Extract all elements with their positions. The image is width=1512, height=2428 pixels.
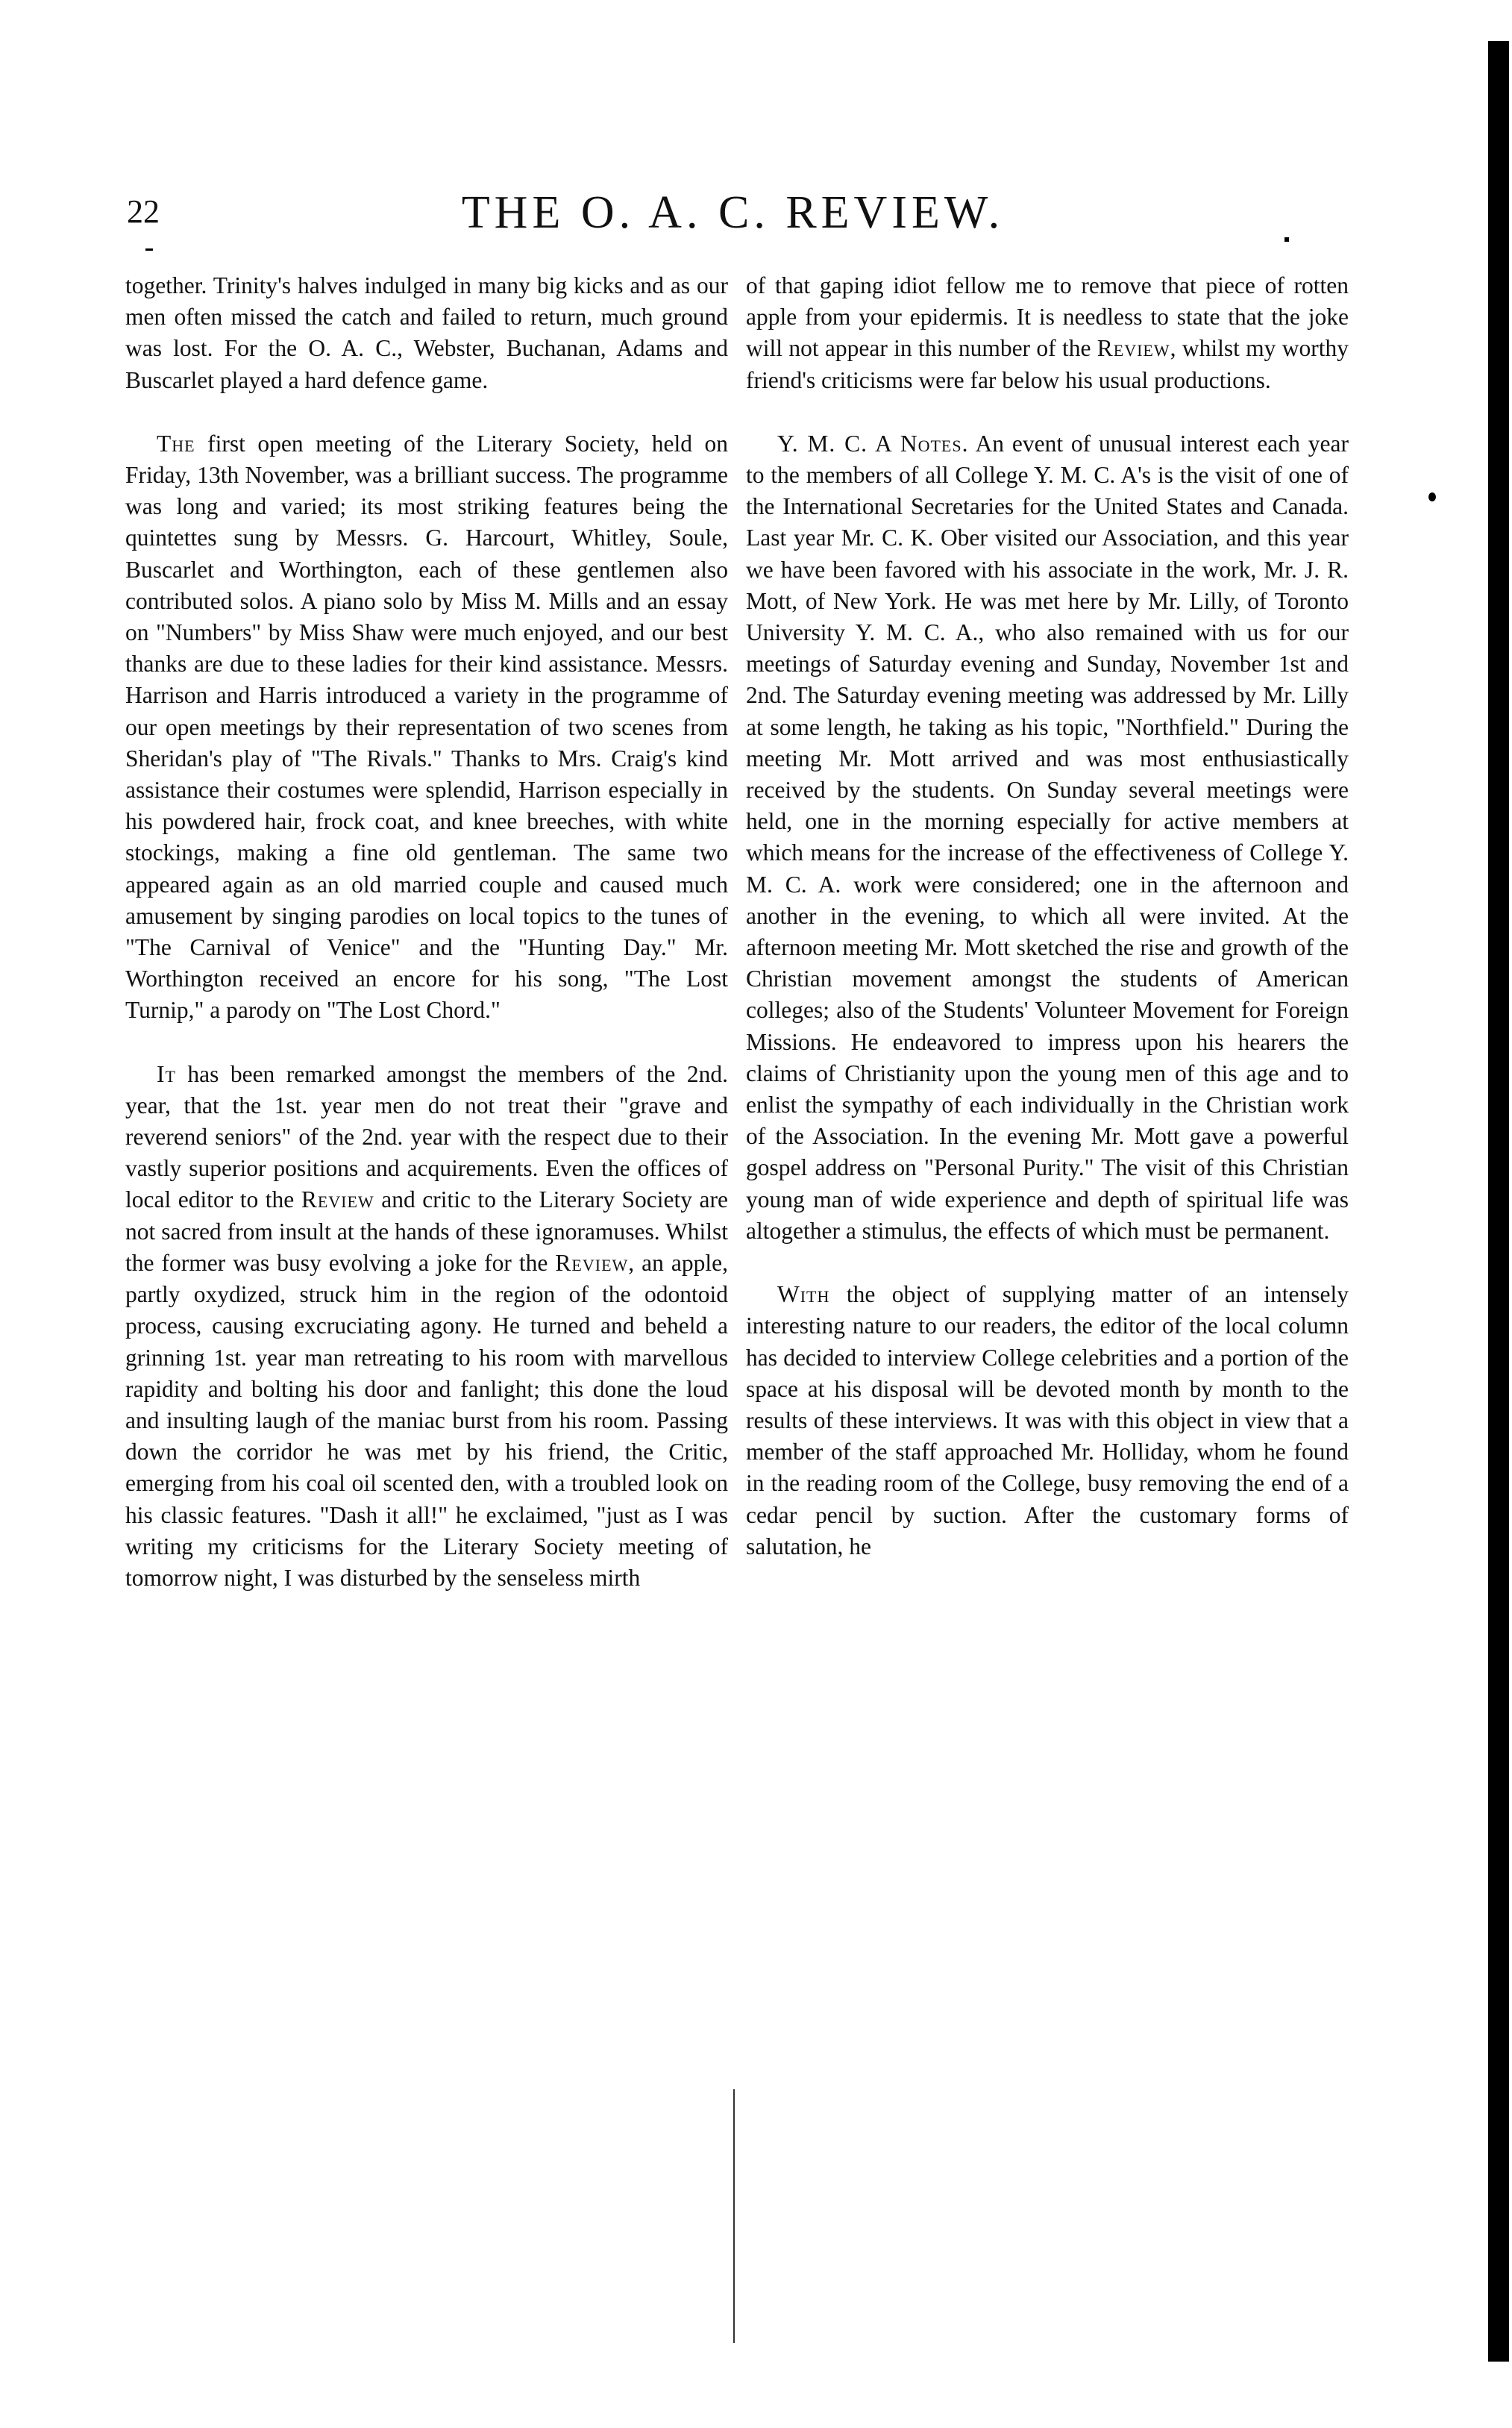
paragraph-lead: Y. M. C. A Notes. [777, 430, 969, 457]
paragraph-text: , whilst my worthy friend's criticisms were far below his usual productions. [746, 335, 1349, 393]
review-name: Review [1097, 335, 1170, 362]
column-divider [733, 2089, 735, 2343]
paragraph-text: , an apple, partly oxydized, struck him in the region of the odontoid process, causing excruciating agony. He turned and beheld a grinning 1st. year man retreating to his room with marvellous rapidity and bolting his door and fanlight; this done the loud and insulting laugh of the maniac burst from his room. Passing down the corridor he was met by his friend, the Critic, emerging from his coal oil scented den, with a troubled look on his classic features. "Dash it all!" he exclaimed, "just as I was writing my criticisms for the Literary Society meeting of tomorrow night, I was disturbed by the senseless mirth [125, 1249, 729, 1591]
paragraph-text: first open meeting of the Literary Society, held on Friday, 13th November, was a brilliant success. The programme was long and varied; its most striking features being the quintettes sung by Messrs. G. Harcourt, Whitley, Soule, Buscarlet and Worthington, each of these gentlemen also contributed solos. A piano solo by Miss M. Mills and an essay on "Numbers" by Miss Shaw were much enjoyed, and our best thanks are due to these ladies for their kind assistance. Messrs. Harrison and Harris introduced a variety in the programme of our open meetings by their representation of two scenes from Sheridan's play of "The Rivals." Thanks to Mrs. Craig's kind assistance their costumes were splendid, Harrison especially in his powdered hair, frock coat, and knee breeches, with white stockings, making a fine old gentleman. The same two appeared again as an old married couple and caused much amusement by singing parodies on local topics to the tunes of "The Carnival of Venice" and the "Hunting Day." Mr. Worthington received an encore for his song, "The Lost Turnip," a parody on "The Lost Chord." [125, 430, 728, 1024]
paragraph-text: together. Trinity's halves indulged in many big kicks and as our men often missed the catch and failed to return, much ground was lost. For the O. A. C., Webster, Buchanan, Adams and Buscarlet played a hard defence game. [125, 272, 728, 393]
paragraph-lead: The [157, 430, 195, 457]
paragraph-lead: With [777, 1281, 830, 1308]
right-column [746, 270, 1349, 1562]
paragraph-football-cont [125, 270, 728, 396]
review-name: Review [301, 1186, 374, 1213]
paragraph-literary-society [125, 428, 728, 1027]
paragraph-text: the object of supplying matter of an intensely interesting nature to our readers, the editor of the local column has decided to interview College celebrities and a portion of the space at his disposal will be devoted month by month to the results of these interviews. It was with this object in view that a member of the staff approached Mr. Holliday, whom he found in the reading room of the College, busy removing the end of a cedar pencil by suction. After the customary forms of salutation, he [746, 1281, 1349, 1559]
stray-mark [145, 248, 153, 251]
paragraph-text: and critic to the Literary Society are not sacred from insult at the hands of these ignoramuses. Whilst the former was busy evolving a joke for the [125, 1186, 728, 1276]
page-edge-rule [1488, 41, 1509, 2362]
left-column [125, 270, 728, 1594]
paragraph-ymca-notes [746, 428, 1349, 1247]
paragraph-first-year-men [125, 1059, 728, 1594]
page-number: 22 [127, 193, 160, 230]
paragraph-text: of that gaping idiot fellow me to remove that piece of rotten apple from your epidermis. It is needless to state that the joke will not appear in this number of the [746, 272, 1349, 362]
stray-mark [1284, 237, 1289, 242]
journal-title: THE O. A. C. REVIEW. [461, 187, 1005, 238]
page-header [127, 187, 1339, 239]
paragraph-text: An event of unusual interest each year to the members of all College Y. M. C. A's is the visit of one of the International Secretaries for the United States and Canada. Last year Mr. C. K. Ober visited our Association, and this year we have been favored with his associate in the work, Mr. J. R. Mott, of New York. He was met here by Mr. Lilly, of Toronto University Y. M. C. A., who also remained with us for our meetings of Saturday evening and Sunday, November 1st and 2nd. The Saturday evening meeting was addressed by Mr. Lilly at some length, he taking as his topic, "Northfield." During the meeting Mr. Mott arrived and was most enthusiastically received by the students. On Sunday several meetings were held, one in the morning especially for active members at which means for the increase of the effectiveness of College Y. M. C. A. work were considered; one in the afternoon and another in the evening, to which all were invited. At the afternoon meeting Mr. Mott sketched the rise and growth of the Christian movement amongst the students of American colleges; also of the Students' Volunteer Movement for Foreign Missions. He endeavored to impress upon his hearers the claims of Christianity upon the young men of this age and to enlist the sympathy of each individually in the Christian work of the Association. In the evening Mr. Mott gave a powerful gospel address on "Personal Purity." The visit of this Christian young man of wide experience and depth of spiritual life was altogether a stimulus, the effects of which must be permanent. [746, 430, 1349, 1244]
paragraph-text: has been remarked amongst the members of the 2nd. year, that the 1st. year men do not treat their "grave and reverend seniors" of the 2nd. year with the respect due to their vastly superior positions and acquirements. Even the offices of local editor to the [125, 1060, 728, 1213]
paragraph-lead: It [157, 1060, 176, 1087]
paragraph-interviews [746, 1279, 1349, 1562]
paragraph-apple-cont [746, 270, 1349, 396]
review-name: Review [555, 1249, 629, 1276]
stray-mark [1428, 492, 1436, 501]
